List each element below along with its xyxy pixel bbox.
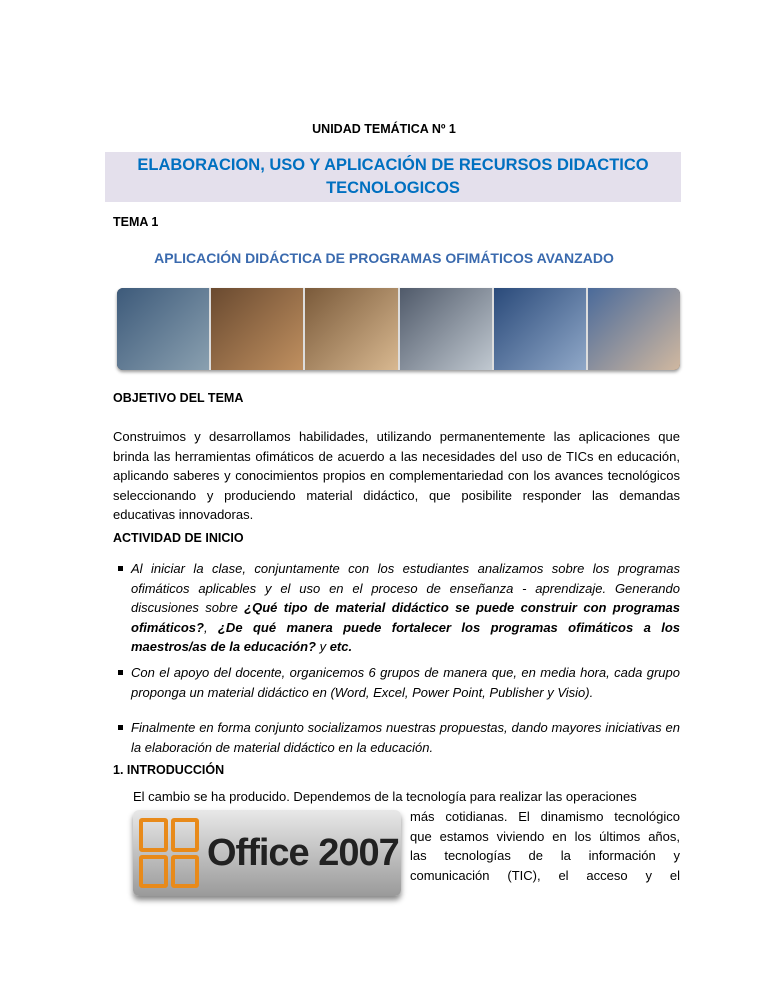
- tema-label: TEMA 1: [113, 215, 159, 229]
- text: Al iniciar la clase, conjuntamente con los estudiantes analizamos sobre los programas ofimáticos aplicables y el uso en el proceso de enseñanza - aprendizaje. Generando discusiones sobre: [131, 561, 680, 615]
- text-line: que estamos viviendo en los últimos años,: [410, 828, 680, 844]
- intro-heading: 1. INTRODUCCIÓN: [113, 763, 225, 777]
- objective-text: Construimos y desarrollamos habilidades, utilizando permanentemente las aplicaciones que brinda las herramientas ofimáticos de acuerdo a las necesidades del uso de TICs en educación, aplicando saberes y conocimientos propios en complementariedad con los avances tecnológicos seleccionando y produciendo material didáctico, que posibilite responder las demandas educativas innovadoras.: [113, 429, 680, 522]
- text-line: más cotidianas. El dinamismo tecnológico: [410, 809, 680, 824]
- office-icon: [139, 818, 199, 888]
- text: y: [315, 639, 330, 654]
- text-line: comunicación (TIC), el acceso y el: [410, 867, 680, 883]
- question-2: ¿De qué manera puede fortalecer los programas ofimáticos a los maestros/as de la educación?: [131, 619, 680, 654]
- title-line-2: TECNOLOGICOS: [326, 179, 460, 197]
- text-line: las tecnologías de la información y: [410, 848, 680, 863]
- objective-heading: OBJETIVO DEL TEMA: [113, 391, 244, 405]
- office-logo-text: Office 2007: [207, 831, 399, 874]
- text: ,: [203, 619, 218, 635]
- bullet-item: [131, 559, 680, 657]
- classroom-photo-banner: [117, 288, 680, 370]
- question-1: ¿Qué tipo de material didáctico se puede construir con programas ofimáticos?: [131, 600, 680, 635]
- unit-heading: UNIDAD TEMÁTICA Nº 1: [312, 122, 456, 136]
- intro-text-line: El cambio se ha producido. Dependemos de la tecnología para realizar las operaciones: [133, 789, 637, 804]
- intro-text-wrapped: [410, 807, 680, 885]
- activity-heading: ACTIVIDAD DE INICIO: [113, 531, 244, 545]
- subtitle: APLICACIÓN DIDÁCTICA DE PROGRAMAS OFIMÁTICOS AVANZADO: [154, 250, 614, 266]
- office-2007-logo-image: [133, 810, 401, 896]
- main-title: [105, 152, 681, 202]
- text: etc.: [329, 639, 353, 654]
- bullet-item: Con el apoyo del docente, organicemos 6 grupos de manera que, en media hora, cada grupo proponga un material didáctico en (Word, Excel, Power Point, Publisher y Visio).: [131, 663, 680, 702]
- bullet-item: Finalmente en forma conjunto socializamos nuestras propuestas, dando mayores iniciativas en la elaboración de material didáctico en la educación.: [131, 718, 680, 757]
- title-line-1: ELABORACION, USO Y APLICACIÓN DE RECURSOS DIDACTICO: [137, 156, 649, 174]
